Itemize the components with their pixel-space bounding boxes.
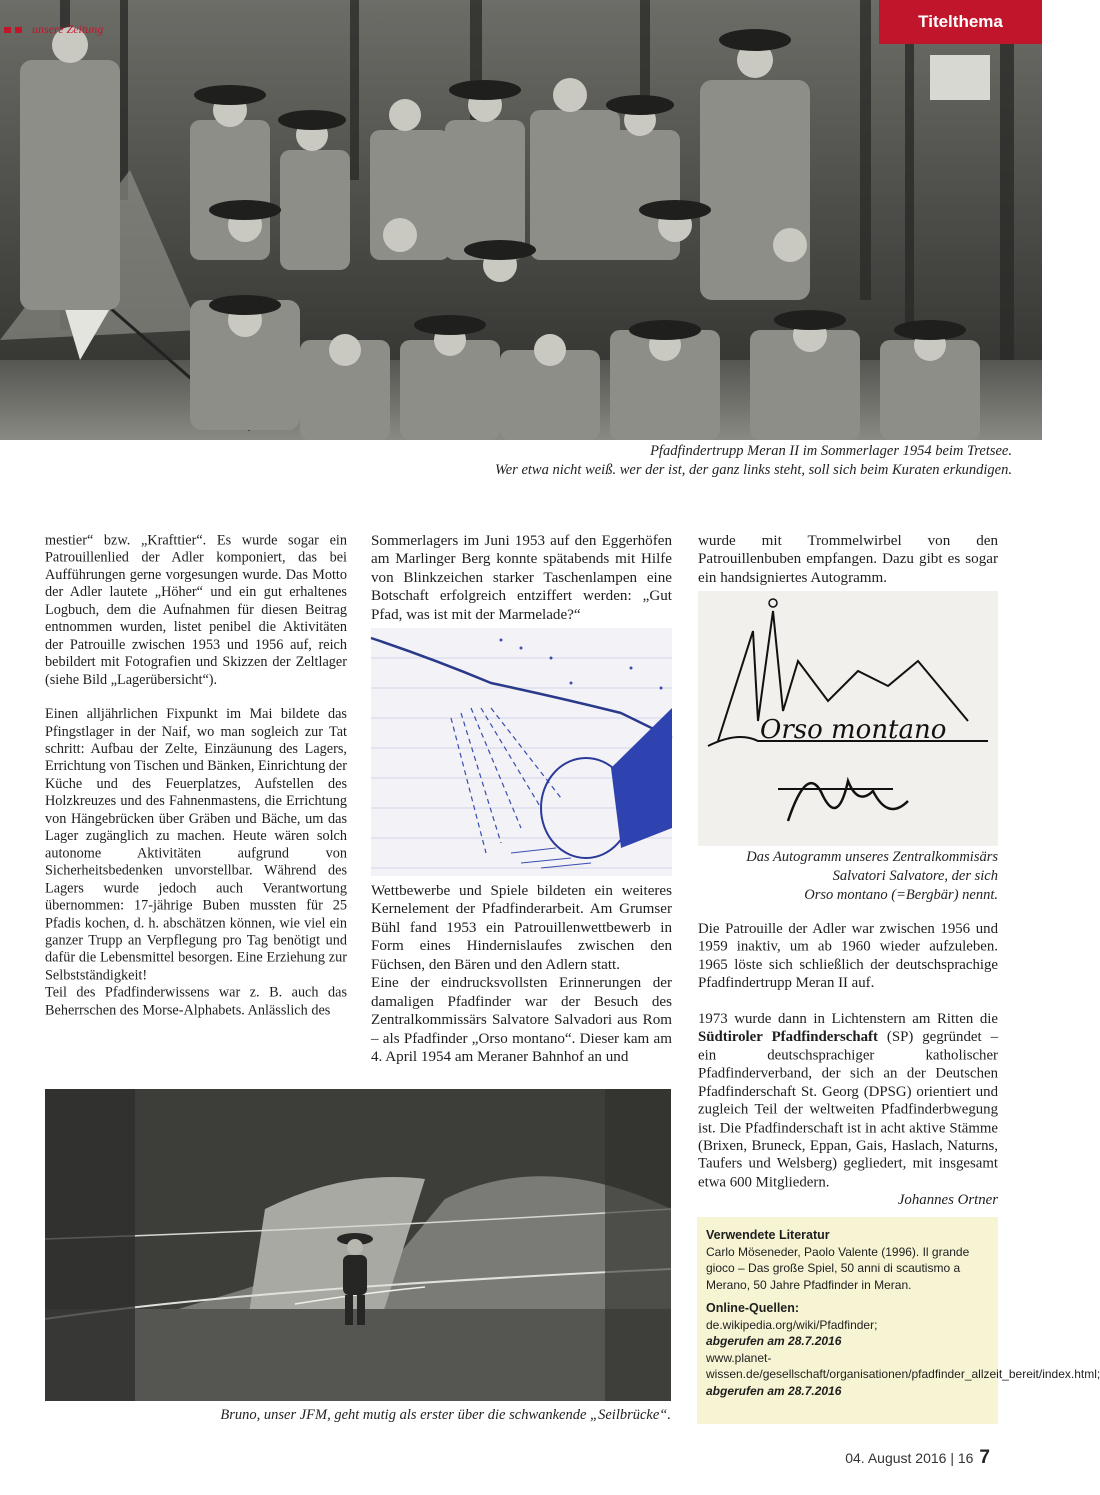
autograph-image (698, 591, 998, 846)
article-column-2-lower (371, 882, 672, 1067)
autograph-caption (698, 848, 998, 905)
paragraph: Einen alljährlichen Fixpunkt im Mai bildete das Pfingstlager in der Naif, wo man sogleich zur Tat schritt: Aufbau der Zelte, Einzäunung des Lagers, Errichtung von Tischen und Bänken, Einrichtung der Küche und des Feuerplatzes, Aufstellen des Holzkreuzes und des Fahnenmastens, die Errichtung von Hängebrücken über Gräben und Bäche, um das Lager zugänglich zu machen. Heute wären solch autonome Aktivitäten aufgrund von Sicherheitsbedenken unvorstellbar. Während des Lagers wurde jedoch auch Verantwortung übernommen: 17-jährige Buben mussten für 25 Pfadis kochen, d. h. abschätzen können, wie viel ein ganzer Trupp an Verpflegung pro Tag benötigt und dafür die Lebensmittel besorgen. Eine Erziehung zur Selbstständigkeit! (45, 706, 347, 984)
rope-bridge-photo (45, 1089, 671, 1401)
autograph-graphic (698, 591, 998, 846)
source-link[interactable]: www.planet-wissen.de/gesellschaft/organisationen/pfadfinder_allzeit_bereit/index.html; (706, 1350, 1100, 1381)
bold-term: Südtiroler Pfadfinderschaft (698, 1029, 878, 1046)
paragraph: wurde mit Trommelwirbel von den Patrouillenbuben empfangen. Dazu gibt es sogar ein handsigniertes Autogramm. (698, 533, 998, 586)
source-date: abgerufen am 28.7.2016 (706, 1383, 842, 1398)
author: Johannes Ortner (897, 1192, 998, 1209)
article-column-3 (698, 532, 998, 587)
online-sources-title: Online-Quellen: (706, 1301, 800, 1315)
flashlight-sketch (371, 628, 672, 876)
text-run: 1973 wurde dann in Lichtenstern am Ritten die (698, 1011, 998, 1027)
issue-date: 04. August 2016 | 16 (845, 1450, 974, 1466)
paragraph (698, 1010, 998, 1191)
rope-bridge-graphic (45, 1089, 671, 1401)
text-run: (SP) gegründet – ein deutschsprachiger katholischer Pfadfinderverband, der sich an der Deutschen Pfadfinderschaft St. Georg (DPSG) orientiert und zugleich Teil der weltweiten Pfadfinderbwegung ist. Die Pfadfinderschaft ist in acht aktive Stämme (Brixen, Bruneck, Eppan, Gais, Haslach, Naturns, Taufers und Welsberg) gegliedert, mit insgesamt etwa 600 Mitgliedern. (698, 1029, 998, 1191)
autograph-caption-line: Das Autogramm unseres Zentralkommisärs (746, 849, 998, 865)
autograph-signature-text: Orso montano (760, 715, 947, 745)
brand-name: unsere Zeitung (32, 22, 104, 36)
brand-square-icon (15, 27, 22, 33)
scout-troop-photo-graphic (0, 0, 1042, 440)
top-caption-line: Pfadfindertrupp Meran II im Sommerlager 1954 beim Tretsee. (650, 443, 1012, 459)
top-caption-line: Wer etwa nicht weiß. wer der ist, der ganz links steht, soll sich beim Kuraten erkundigen. (495, 462, 1012, 478)
scout-troop-photo (0, 0, 1042, 440)
article-column-1 (45, 532, 347, 1019)
paragraph: Teil des Pfadfinderwissens war z. B. auch das Beherrschen des Morse-Alphabets. Anlässlich des (45, 985, 347, 1018)
top-photo-caption (300, 442, 1012, 480)
paragraph: mestier“ bzw. „Krafttier“. Es wurde sogar ein Patrouillenlied der Adler komponiert, das bei Aufführungen gerne vorgesungen wurde. Das Motto der Adler lautete „Höher“ und ein gut erhaltenes Logbuch, dem die Aufnahmen für diesen Beitrag entnommen wurden, listet penibel die Aktivitäten der Patrouille zwischen 1953 und 1956 auf, reich bebildert mit Fotografien und Skizzen der Zeltlager (siehe Bild „Lagerübersicht“). (45, 532, 347, 688)
page-footer (845, 1447, 990, 1469)
rope-bridge-caption: Bruno, unser JFM, geht mutig als erster über die schwankende „Seilbrücke“. (220, 1407, 671, 1423)
flashlight-sketch-graphic (371, 628, 672, 876)
literature-box (697, 1217, 1100, 1424)
literature-book: Carlo Möseneder, Paolo Valente (1996). Il grande gioco – Das große Spiel, 50 anni di scautismo a Merano, 50 Jahre Pfadfinder in Meran. (706, 1244, 970, 1292)
paragraph: Eine der eindrucksvollsten Erinnerungen der damaligen Pfadfinder war der Besuch des Zentralkommissärs Salvatore Salvadori aus Rom – als Pfadfinder „Orso montano“. Dieser kam am 4. April 1954 am Meraner Bahnhof an und (371, 975, 672, 1066)
paragraph: Die Patrouille der Adler war zwischen 1956 und 1959 inaktiv, um ab 1960 wieder aufzuleben. 1965 löste sich schließlich der deutschsprachige Pfadfindertrupp Meran II auf. (698, 920, 998, 992)
literature-title: Verwendete Literatur (706, 1228, 830, 1242)
brand-square-icon (4, 27, 11, 33)
section-tab: Titelthema (879, 0, 1042, 44)
source-date: abgerufen am 28.7.2016 (706, 1334, 842, 1348)
brand-logo (4, 22, 103, 37)
autograph-caption-line: Orso montano (=Bergbär) nennt. (804, 887, 998, 903)
page-number: 7 (979, 1447, 990, 1468)
autograph-caption-line: Salvatori Salvatore, der sich (832, 868, 998, 884)
paragraph: Wettbewerbe und Spiele bildeten ein weiteres Kernelement der Pfadfinderarbeit. Am Grumser Bühl fand 1953 ein Patrouillenwettbewerb in Form eines Hindernislaufes zwischen den Füchsen, den Bären und den Adlern statt. (371, 883, 672, 973)
source-link[interactable]: de.wikipedia.org/wiki/Pfadfinder; (706, 1317, 878, 1332)
article-column-2 (371, 532, 672, 624)
article-column-3-lower (698, 920, 998, 1210)
paragraph: Sommerlagers im Juni 1953 auf den Eggerhöfen am Marlinger Berg konnte spätabends mit Hilfe von Blinkzeichen starker Taschenlampen eine Botschaft erfolgreich entziffert werden: „Gut Pfad, was ist mit der Marmelade?“ (371, 533, 672, 623)
